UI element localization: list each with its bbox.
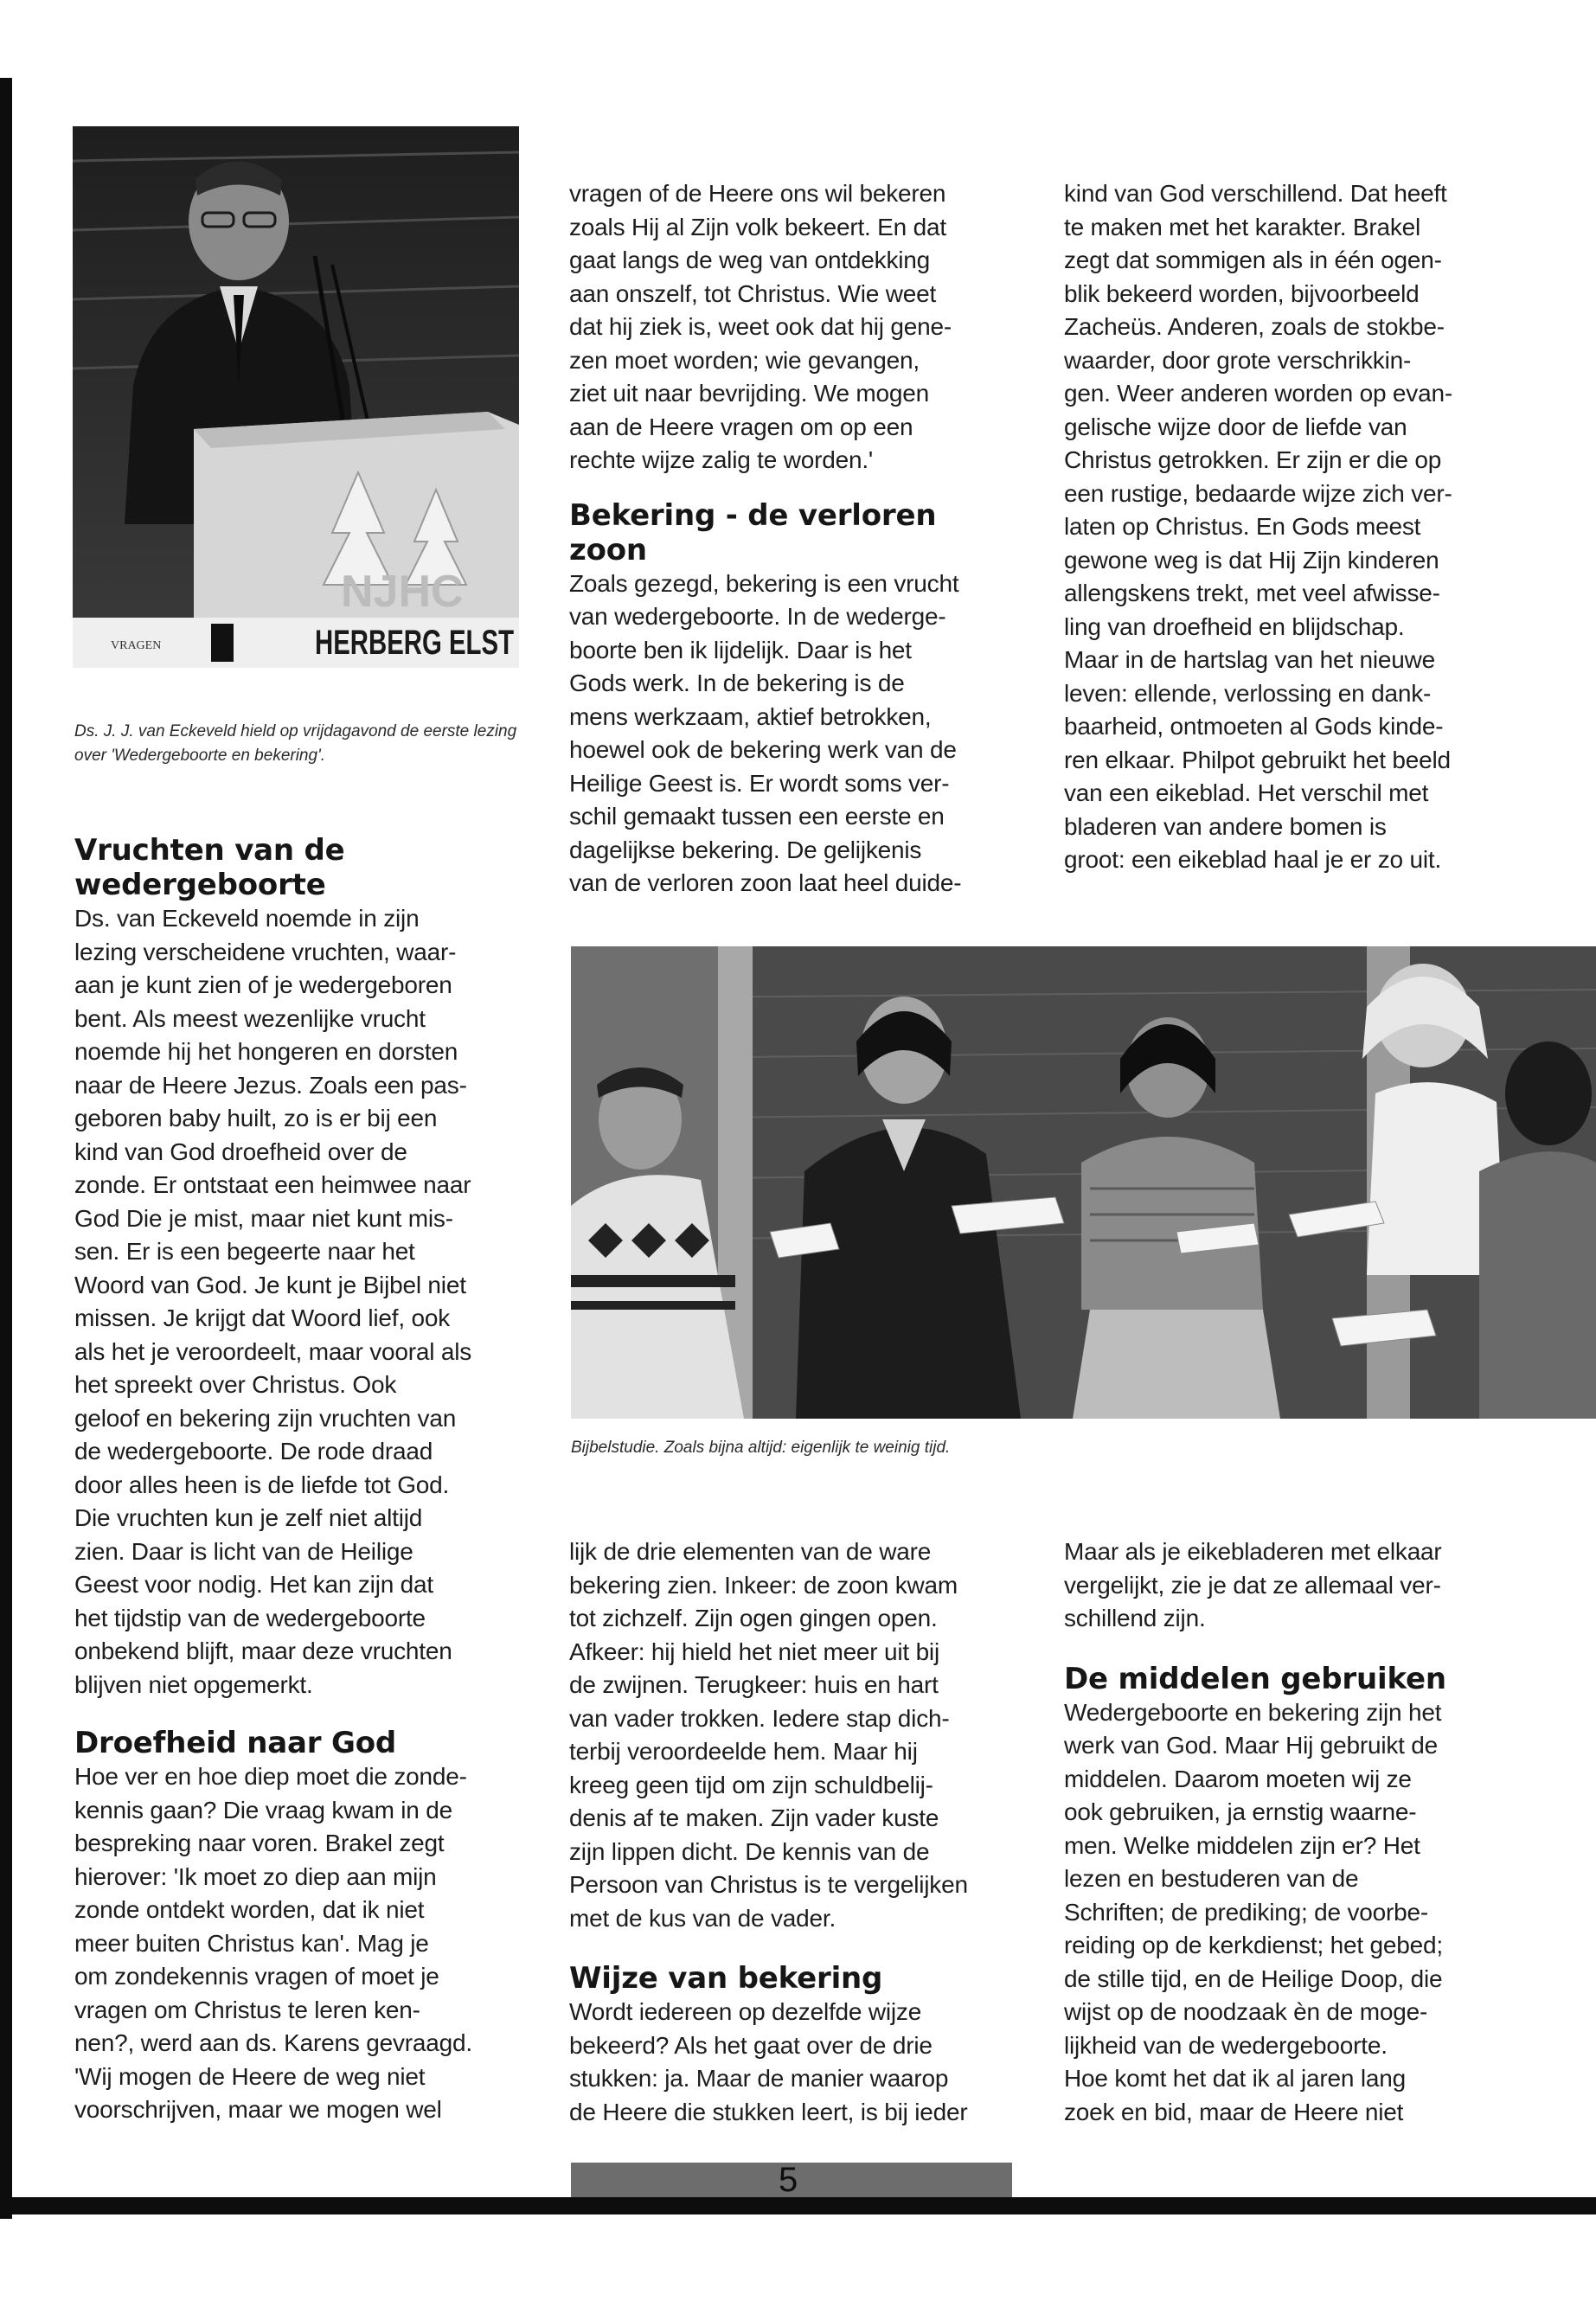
text-line: groot: een eikeblad haal je er zo uit. [1064,846,1442,873]
text-line: schillend zijn. [1064,1605,1206,1631]
text-line: kreeg geen tijd om zijn schuldbelij- [569,1771,933,1798]
text-line: door alles heen is de liefde tot God. [74,1471,450,1498]
text-line: blijven niet opgemerkt. [74,1670,313,1698]
text-line: een rustige, bedaarde wijze zich ver- [1064,479,1452,507]
text-line: Hoe komt het dat ik al jaren lang [1064,2065,1406,2092]
text-line: nen?, werd aan ds. Karens gevraagd. [74,2029,472,2056]
speaker-photo [73,126,519,668]
text-line: aan de Heere vragen om op een [569,413,913,440]
text-line: Wedergeboorte en bekering zijn het [1064,1698,1442,1726]
speaker-photo-icon [73,126,519,668]
text-line: de wedergeboorte. De rode draad [74,1438,433,1465]
text-line: leven: ellende, verlossing en dank- [1064,679,1432,707]
text-line: onbekend blijft, maar deze vruchten [74,1638,452,1664]
text-line: middelen. Daarom moeten wij ze [1064,1765,1412,1792]
text-line: bekering zien. Inkeer: de zoon kwam [569,1571,958,1599]
text-line: te maken met het karakter. Brakel [1064,213,1421,240]
text-line: Geest voor nodig. Het kan zijn dat [74,1571,433,1598]
text-line: de stille tijd, en de Heilige Doop, die [1064,1965,1443,1992]
text-line: zien. Daar is licht van de Heilige [74,1537,413,1565]
text-line: van een eikeblad. Het verschil met [1064,779,1429,806]
lectern-sign: VRAGEN [111,639,162,652]
text-line: rechte wijze zalig te worden.' [569,446,874,473]
section-heading-wijze: Wijze van bekering [569,1961,883,1996]
text-line: zonde ontdekt worden, dat ik niet [74,1896,425,1923]
text-line: laten op Christus. En Gods meest [1064,513,1421,540]
text-line: Ds. van Eckeveld noemde in zijn [74,905,420,932]
lectern-logo: NJHC [341,567,464,617]
text-line: blik bekeerd worden, bijvoorbeeld [1064,279,1420,307]
text-line: zoek en bid, maar de Heere niet [1064,2098,1404,2125]
col2-top [569,177,1019,901]
text-line: lijk de drie elementen van de ware [569,1538,932,1565]
text-line: mens werkzaam, aktief betrokken, [569,702,932,730]
text-line: allengskens trekt, met veel afwisse- [1064,580,1440,606]
text-line: dagelijkse bekering. De gelijkenis [569,836,922,863]
text-line: bent. Als meest wezenlijke vrucht [74,1004,426,1032]
text-line: Die vruchten kun je zelf niet altijd [74,1504,423,1531]
text-line: 'Wij mogen de Heere de weg niet [74,2062,426,2090]
bible-study-group-photo-icon [571,946,1596,1419]
bible-study-photo [571,946,1596,1419]
text-line: denis af te maken. Zijn vader kuste [569,1804,939,1831]
text-line: meer buiten Christus kan'. Mag je [74,1929,429,1957]
text-line: aan je kunt zien of je wedergeboren [74,971,452,998]
text-line: sen. Er is een begeerte naar het [74,1238,415,1265]
text-line: kind van God verschillend. Dat heeft [1064,180,1447,207]
section-heading-bekering: Bekering - de verloren zoon [569,497,937,567]
text-line: vragen om Christus te leren ken- [74,1996,420,2023]
text-line: noemde hij het hongeren en dorsten [74,1038,458,1065]
text-line: terbij veroordeelde hem. Maar hij [569,1738,918,1765]
text-line: zen moet worden; wie gevangen, [569,346,920,374]
text-line: ziet uit naar bevrijding. We mogen [569,380,930,407]
text-line: de zwijnen. Terugkeer: huis en hart [569,1671,939,1698]
text-line: zijn lippen dicht. De kennis van de [569,1837,930,1865]
text-line: dat hij ziek is, weet ook dat hij gene- [569,313,952,340]
text-line: wijst op de noodzaak èn de moge- [1064,1998,1428,2025]
col3-bottom [1064,1535,1557,2129]
text-line: het spreekt over Christus. Ook [74,1371,397,1398]
text-line: boorte ben ik lijdelijk. Daar is het [569,636,912,663]
text-line: ren elkaar. Philpot gebruikt het beeld [1064,746,1451,773]
col3-top [1064,177,1557,877]
text-line: tot zichzelf. Zijn ogen gingen open. [569,1605,938,1631]
text-line: bladeren van andere bomen is [1064,812,1387,840]
text-line: Zoals gezegd, bekering is een vrucht [569,569,959,597]
text-line: Maar in de hartslag van het nieuwe [1064,646,1436,673]
text-line: bekeerd? Als het gaat over de drie [569,2031,933,2059]
text-line: ling van droefheid en blijdschap. [1064,612,1405,640]
text-line: zonde. Er ontstaat een heimwee naar [74,1171,471,1198]
text-line: van vader trokken. Iedere stap dich- [569,1704,950,1732]
col1 [74,833,533,2127]
photo1-caption: Ds. J. J. van Eckeveld hield op vrijdagavond de eerste lezing over 'Wedergeboorte en bekering'. [74,722,517,765]
text-line: zegt dat sommigen als in één ogen- [1064,247,1442,273]
text-line: Zacheüs. Anderen, zoals de stokbe- [1064,313,1445,340]
section-heading-vruchten-2: wedergeboorte [74,868,326,902]
text-line: het tijdstip van de wedergeboorte [74,1604,426,1631]
text-line: voorschrijven, maar we mogen wel [74,2096,442,2123]
text-line: Wordt iedereen op dezelfde wijze [569,1998,922,2025]
banner-text: HERBERG ELST [315,624,514,662]
text-line: ook gebruiken, ja ernstig waarne- [1064,1798,1417,1825]
text-line: gen. Weer anderen worden op evan- [1064,380,1452,407]
text-line: de Heere die stukken leert, is bij ieder [569,2098,968,2125]
text-line: kennis gaan? Die vraag kwam in de [74,1796,452,1823]
text-line: vragen of de Heere ons wil bekeren [569,180,946,207]
page-border-bottom [0,2197,1596,2214]
text-line: lijkheid van de wedergeboorte. [1064,2031,1388,2059]
text-line: aan onszelf, tot Christus. Wie weet [569,279,937,307]
text-line: Afkeer: hij hield het niet meer uit bij [569,1638,939,1665]
text-line: zoals Hij al Zijn volk bekeert. En dat [569,213,946,240]
text-line: om zondekennis vragen of moet je [74,1963,439,1990]
text-line: Hoe ver en hoe diep moet die zonde- [74,1763,467,1790]
text-line: Heilige Geest is. Er wordt soms ver- [569,769,950,797]
text-line: Schriften; de prediking; de voorbe- [1064,1898,1429,1926]
text-line: met de kus van de vader. [569,1904,836,1932]
text-line: als het je veroordeelt, maar vooral als [74,1337,472,1365]
text-line: reiding op de kerkdienst; het gebed; [1064,1932,1443,1958]
text-line: gelische wijze door de liefde van [1064,413,1407,440]
col2-bottom [569,1535,1019,2129]
text-line: geloof en bekering zijn vruchten van [74,1404,457,1432]
photo2-caption: Bijbelstudie. Zoals bijna altijd: eigenlijk te weinig tijd. [571,1439,951,1457]
text-line: waarder, door grote verschrikkin- [1064,346,1412,374]
section-heading-vruchten-1: Vruchten van de [74,833,345,868]
text-line: baarheid, ontmoeten al Gods kinde- [1064,713,1444,740]
text-line: van de verloren zoon laat heel duide- [569,869,962,896]
text-line: schil gemaakt tussen een eerste en [569,803,945,830]
text-line: bespreking naar voren. Brakel zegt [74,1830,445,1856]
text-line: hoewel ook de bekering werk van de [569,736,957,763]
section-heading-droefheid: Droefheid naar God [74,1726,396,1760]
text-line: kind van God droefheid over de [74,1138,407,1165]
text-line: werk van God. Maar Hij gebruikt de [1064,1732,1439,1759]
text-line: Woord van God. Je kunt je Bijbel niet [74,1271,466,1298]
text-line: geboren baby huilt, zo is er bij een [74,1105,438,1131]
text-line: hierover: 'Ik moet zo diep aan mijn [74,1862,437,1890]
text-line: God Die je mist, maar niet kunt mis- [74,1204,453,1232]
text-line: lezing verscheidene vruchten, waar- [74,938,457,965]
text-line: lezen en bestuderen van de [1064,1865,1359,1892]
text-line: gaat langs de weg van ontdekking [569,247,931,273]
text-line: van wedergeboorte. In de wederge- [569,603,946,630]
page-number: 5 [779,2161,798,2199]
text-line: Christus getrokken. Er zijn er die op [1064,446,1442,473]
text-line: Maar als je eikebladeren met elkaar [1064,1538,1442,1565]
text-line: missen. Je krijgt dat Woord lief, ook [74,1304,451,1331]
text-line: gewone weg is dat Hij Zijn kinderen [1064,546,1439,574]
text-line: stukken: ja. Maar de manier waarop [569,2065,949,2092]
text-line: naar de Heere Jezus. Zoals een pas- [74,1071,467,1099]
text-line: Persoon van Christus is te vergelijken [569,1871,968,1898]
text-line: men. Welke middelen zijn er? Het [1064,1831,1420,1859]
page-border-left [0,78,12,2219]
section-heading-middelen: De middelen gebruiken [1064,1661,1446,1696]
text-line: vergelijkt, zie je dat ze allemaal ver- [1064,1571,1441,1599]
text-line: Gods werk. In de bekering is de [569,670,905,696]
